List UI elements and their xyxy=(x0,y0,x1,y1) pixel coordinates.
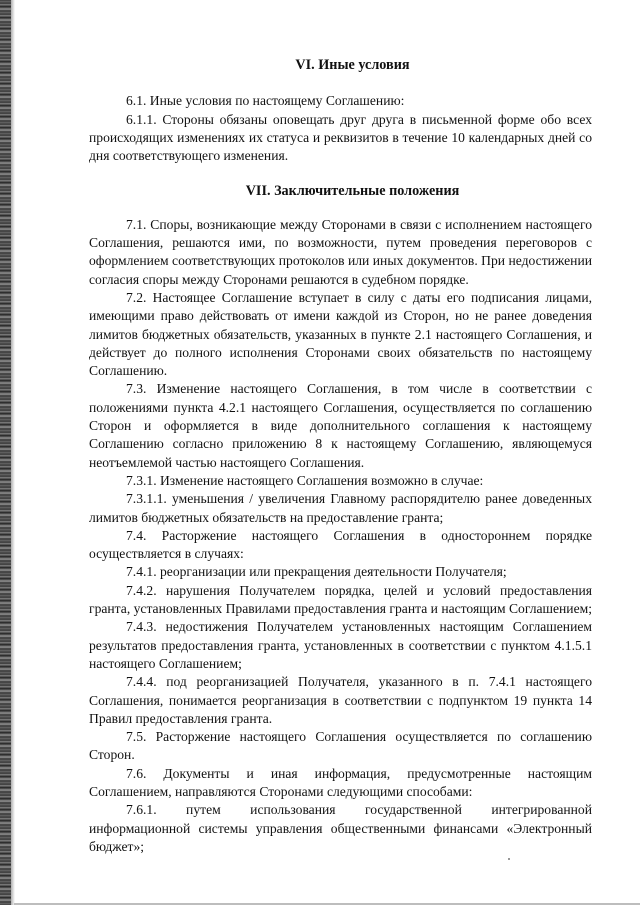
paragraph-6-1-1: 6.1.1. Стороны обязаны оповещать друг друга в письменной форме обо всех происходящих изменениях их статуса и реквизитов в течение 10 календарных дней со дня соответствующего изменения. xyxy=(89,111,592,164)
paragraph-7-4-1: 7.4.1. реорганизации или прекращения деятельности Получателя; xyxy=(126,564,507,580)
paragraph-7-6-1: 7.6.1. путем использования государственной интегрированной информационной системы управления общественными финансами «Электронный бюджет»; xyxy=(89,802,592,854)
paragraph-7-3-1: 7.3.1. Изменение настоящего Соглашения возможно в случае: xyxy=(126,472,484,488)
paragraph-7-4-4: 7.4.4. под реорганизацией Получателя, указанного в п. 7.4.1 настоящего Соглашения, понимается реорганизация в соответствии с подпунктом 19 пункта 14 Правил предоставления гранта. xyxy=(89,674,592,726)
paragraph-7-3: 7.3. Изменение настоящего Соглашения, в том числе в соответствии с положениями пункта 4.2.1 настоящего Соглашения, осуществляется по соглашению Сторон и оформляется в виде дополнительного соглашения к настоящему Соглашению согласно приложению 8 к настоящему Соглашению, являющемуся неотъемлемой частью настоящего Соглашения. xyxy=(89,381,592,470)
paragraph-7-3-1-1: 7.3.1.1. уменьшения / увеличения Главному распорядителю ранее доведенных лимитов бюджетных обязательств на предоставление гранта; xyxy=(89,491,592,525)
paragraph-7-2: 7.2. Настоящее Соглашение вступает в силу с даты его подписания лицами, имеющими право действовать от имени каждой из Сторон, но не ранее доведения лимитов бюджетных обязательств, указанных в пункте 2.1 настоящего Соглашения, и действует до полного исполнения Сторонами своих обязательств по настоящему Соглашению. xyxy=(89,289,592,379)
paragraph-7-4-3: 7.4.3. недостижения Получателем установленных настоящим Соглашением результатов предоставления гранта, установленных в соответствии с пунктом 4.1.5.1 настоящего Соглашением; xyxy=(89,619,592,671)
paragraph-7-6: 7.6. Документы и иная информация, предусмотренные настоящим Соглашением, направляются Сторонами следующими способами: xyxy=(89,765,592,799)
section-heading-final-provisions: VII. Заключительные положения xyxy=(245,183,460,200)
paragraph-7-1: 7.1. Споры, возникающие между Сторонами в связи с исполнением настоящего Соглашения, решаются ими, по возможности, путем проведения переговоров с оформлением соответствующих протоколов или иных документов. При недостижении согласия споры между Сторонами решаются в судебном порядке. xyxy=(89,216,592,287)
paragraph-6-1: 6.1. Иные условия по настоящему Соглашению: xyxy=(126,93,405,109)
scan-binding-edge xyxy=(0,0,11,905)
document-page xyxy=(89,56,592,856)
section-heading-other-conditions: VI. Иные условия xyxy=(295,57,410,73)
paragraph-7-4-2: 7.4.2. нарушения Получателем порядка, целей и условий предоставления гранта, установленных Правилами предоставления гранта и настоящим Соглашением; xyxy=(89,582,592,617)
scan-speck xyxy=(508,858,510,860)
paragraph-7-4: 7.4. Расторжение настоящего Соглашения в одностороннем порядке осуществляется в случаях: xyxy=(89,527,592,562)
paragraph-7-5: 7.5. Расторжение настоящего Соглашения осуществляется по соглашению Сторон. xyxy=(89,729,592,763)
